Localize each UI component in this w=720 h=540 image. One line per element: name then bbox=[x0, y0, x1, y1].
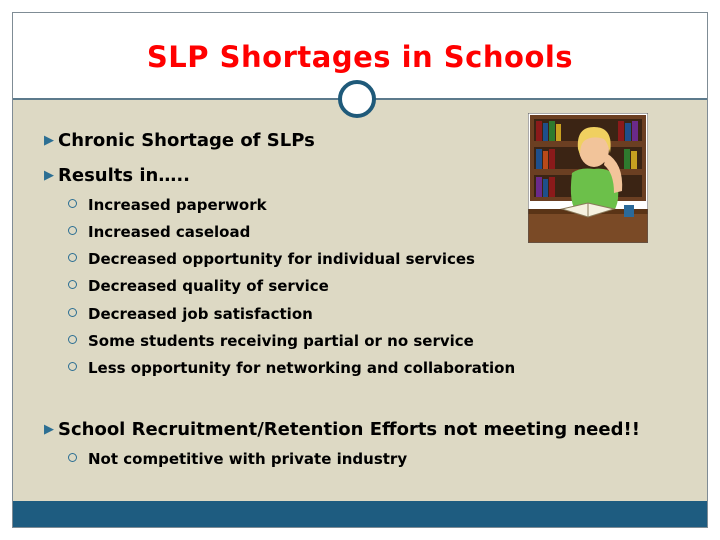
slide-title: SLP Shortages in Schools bbox=[146, 40, 574, 74]
sub-item: Decreased opportunity for individual services bbox=[68, 250, 475, 268]
bullet-chronic-shortage: ▶ Chronic Shortage of SLPs bbox=[44, 130, 315, 151]
triangle-bullet-icon: ▶ bbox=[44, 422, 54, 437]
bullet-results-in: ▶ Results in….. bbox=[44, 165, 191, 186]
ring-bullet-icon bbox=[68, 362, 77, 371]
ring-bullet-icon bbox=[68, 280, 77, 289]
sub-item: Decreased job satisfaction bbox=[68, 305, 313, 323]
ring-bullet-icon bbox=[68, 335, 77, 344]
sub-item: Increased paperwork bbox=[68, 196, 267, 214]
ring-bullet-icon bbox=[68, 453, 77, 462]
woman-reading-clipart bbox=[528, 113, 648, 243]
sub-item: Increased caseload bbox=[68, 223, 250, 241]
sub-item-bottom: Not competitive with private industry bbox=[68, 450, 407, 468]
triangle-bullet-icon: ▶ bbox=[44, 168, 54, 183]
triangle-bullet-icon: ▶ bbox=[44, 133, 54, 148]
ring-bullet-icon bbox=[68, 199, 77, 208]
sub-item: Some students receiving partial or no service bbox=[68, 332, 474, 350]
bullet-recruitment: ▶ School Recruitment/Retention Efforts not meeting need!! bbox=[44, 419, 640, 440]
sub-item: Less opportunity for networking and collaboration bbox=[68, 359, 515, 377]
sub-item: Decreased quality of service bbox=[68, 277, 329, 295]
ring-bullet-icon bbox=[68, 308, 77, 317]
ring-bullet-icon bbox=[68, 226, 77, 235]
ring-bullet-icon bbox=[68, 253, 77, 262]
